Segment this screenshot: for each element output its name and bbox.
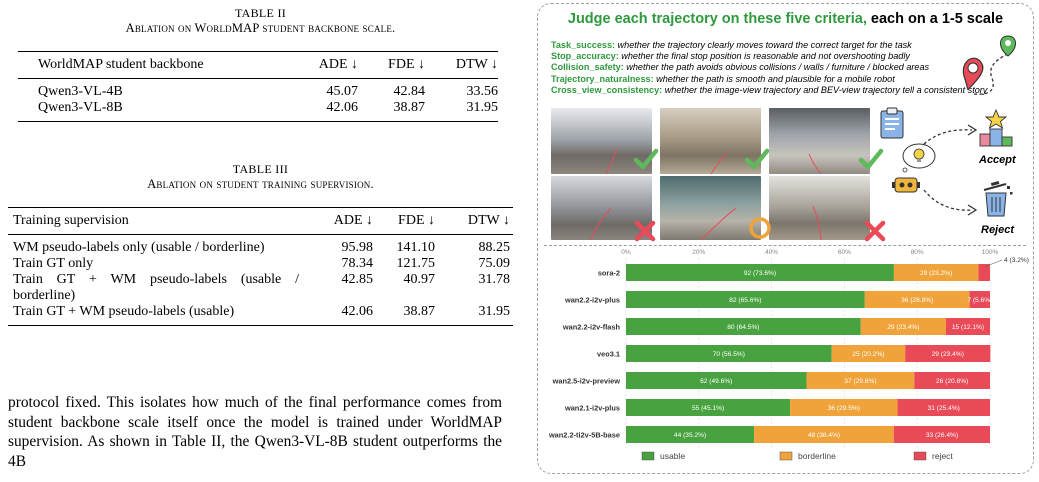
data-label: 33 (26.4%) (925, 432, 959, 439)
table-row (8, 235, 513, 257)
table-cell: 75.09 (478, 256, 510, 271)
table-cell: 33.56 (466, 84, 498, 99)
table2-header: DTW ↓ (455, 57, 498, 72)
label-leader (984, 260, 1002, 267)
legend-label: reject (932, 451, 953, 461)
category-label: wan2.1-i2v-plus (564, 403, 620, 413)
check-mark-icon (633, 147, 659, 173)
figure-panel (537, 3, 1034, 474)
legend-swatch-reject (914, 452, 926, 460)
body-paragraph (8, 393, 502, 471)
chart-divider (544, 245, 1026, 246)
criterion-desc: whether the path is smooth and plausible for a mobile robot (653, 73, 895, 84)
category-label: veo3.1 (596, 349, 620, 359)
data-label: 7 (5.6%) (967, 297, 993, 304)
criterion-name: Cross_view_consistency: (551, 84, 663, 95)
trajectory-overlay (551, 108, 871, 240)
figure-title-highlight: Judge each trajectory on these five criteria, (567, 11, 867, 27)
criterion-desc: whether the trajectory clearly moves toward the correct target for the task (615, 40, 912, 50)
data-label: 36 (28.8%) (901, 297, 934, 304)
legend-swatch-borderline (780, 452, 792, 460)
data-label: 37 (29.6%) (844, 378, 877, 385)
x-tick-label: 100% (981, 249, 999, 256)
data-label: 36 (29.5%) (827, 405, 860, 412)
map-pin-icon (954, 34, 1020, 100)
table-row (18, 100, 498, 122)
table-cell: 88.25 (478, 240, 510, 255)
data-label: 15 (12.1%) (951, 324, 985, 331)
table-cell: 42.84 (393, 84, 425, 99)
data-label: 4 (3.2%) (1004, 257, 1029, 264)
table3 (8, 207, 513, 326)
table-cell: Qwen3-VL-8B (38, 100, 123, 115)
table-cell: Train GT only (13, 256, 94, 271)
table3-header-row (8, 208, 513, 235)
cross-mark-icon (864, 220, 886, 242)
table-cell: 31.95 (466, 100, 498, 115)
table-cell: Qwen3-VL-4B (38, 84, 123, 99)
data-label: 80 (64.5%) (727, 324, 760, 331)
table-cell: 42.85 (341, 272, 373, 287)
data-label: 25 (20.2%) (852, 351, 885, 358)
borderline-circle-icon (748, 216, 772, 240)
x-tick-label: 20% (692, 249, 706, 256)
body-text: protocol fixed. This isolates how much of the final performance comes from student backbone scale itself once the model is trained under WorldMAP supervision. As shown in Table II, the Qwen3-VL-8B student outperforms the 4B (8, 394, 502, 470)
x-tick-label: 60% (837, 249, 851, 256)
data-label: 29 (23.4%) (931, 351, 964, 358)
table-cell: Train GT + WM pseudo-labels (usable) (13, 304, 235, 319)
criterion-desc: whether the final stop position is reasonable and not overshooting badly (618, 51, 910, 62)
table-cell: 40.97 (403, 272, 435, 287)
x-tick-label: 80% (910, 249, 924, 256)
table2-caption (8, 6, 513, 36)
category-label: wan2.2-i2v-flash (562, 322, 620, 332)
data-label: 62 (49.6%) (700, 378, 733, 385)
reject-label: Reject (981, 224, 1015, 236)
table3-number: TABLE III (232, 162, 289, 176)
legend-swatch-usable (642, 452, 654, 460)
category-label: wan2.5-i2v-preview (552, 376, 620, 386)
table2-header: WorldMAP student backbone (38, 57, 204, 72)
table2-number: TABLE II (234, 6, 287, 20)
table3-caption (8, 162, 513, 192)
table-cell: 45.07 (326, 84, 358, 99)
table-cell: 42.06 (326, 100, 358, 115)
table-row (8, 304, 513, 326)
clipboard-icon (878, 107, 906, 139)
reject-trash-icon (976, 178, 1016, 218)
figure-title (538, 11, 1033, 27)
table-cell: 95.98 (341, 240, 373, 255)
table-cell: 31.78 (478, 272, 510, 287)
figure-title-rest: each on a 1-5 scale (866, 11, 1004, 27)
table-cell: 121.75 (396, 256, 435, 271)
table-cell: 31.95 (478, 304, 510, 319)
data-label: 26 (20.8%) (936, 378, 969, 385)
accept-podium-icon (976, 108, 1016, 148)
table-cell: 141.10 (396, 240, 435, 255)
table-cell: 38.87 (393, 100, 425, 115)
data-label: 48 (38.4%) (807, 432, 841, 439)
decision-arrows (922, 114, 984, 236)
cross-mark-icon (634, 220, 656, 242)
table-cell: 38.87 (403, 304, 435, 319)
x-tick-label: 0% (621, 249, 631, 256)
table3-title: Ablation on student training supervision. (147, 177, 374, 191)
category-label: wan2.2-ti2v-5B-base (548, 430, 620, 440)
table3-header: DTW ↓ (467, 213, 510, 228)
data-label: 29 (23.2%) (919, 270, 953, 277)
table2-header-row (18, 52, 498, 79)
data-label: 44 (35.2%) (673, 432, 707, 439)
table-row (8, 256, 513, 272)
criterion-desc: whether the image-view trajectory and BEV-view trajectory tell a consistent story (662, 84, 988, 95)
table2-header: FDE ↓ (388, 57, 425, 72)
category-label: sora-2 (597, 268, 620, 278)
table-row (18, 79, 498, 101)
check-mark-icon (744, 147, 770, 173)
check-mark-icon (858, 147, 884, 173)
criterion-name: Collision_safety: (551, 62, 624, 73)
table-cell: 42.06 (341, 304, 373, 319)
criterion-desc: whether the path avoids obvious collisions / walls / furniture / blocked areas (623, 62, 930, 73)
data-label: 31 (25.4%) (927, 405, 960, 412)
criterion-name: Stop_accuracy: (551, 51, 619, 62)
criterion-name: Trajectory_naturalness: (551, 73, 654, 84)
data-label: 82 (65.6%) (729, 297, 762, 304)
table3-header: Training supervision (13, 213, 129, 228)
table-cell: WM pseudo-labels only (usable / borderline) (13, 240, 265, 255)
tables-column (8, 6, 513, 326)
table2 (18, 51, 498, 122)
x-tick-label: 40% (765, 249, 779, 256)
criterion-name: Task_success: (551, 40, 616, 50)
accept-label: Accept (979, 154, 1016, 166)
table-row (8, 272, 513, 304)
legend-label: usable (660, 451, 686, 461)
table-cell: Train GT + WM pseudo-labels (usable / borderline) (13, 272, 299, 303)
data-label: 55 (45.1%) (691, 405, 725, 412)
table2-header: ADE ↓ (318, 57, 358, 72)
bar-segment-reject (978, 264, 990, 281)
trajectory-verdict-chart (538, 248, 1033, 470)
table3-header: ADE ↓ (333, 213, 373, 228)
legend-label: borderline (798, 451, 836, 461)
category-label: wan2.2-i2v-plus (564, 295, 620, 305)
data-label: 29 (23.4%) (887, 324, 920, 331)
data-label: 70 (56.5%) (712, 351, 745, 358)
table2-title: Ablation on WorldMAP student backbone scale. (125, 21, 396, 35)
table3-header: FDE ↓ (398, 213, 435, 228)
data-label: 92 (73.6%) (743, 270, 777, 277)
table-cell: 78.34 (341, 256, 373, 271)
